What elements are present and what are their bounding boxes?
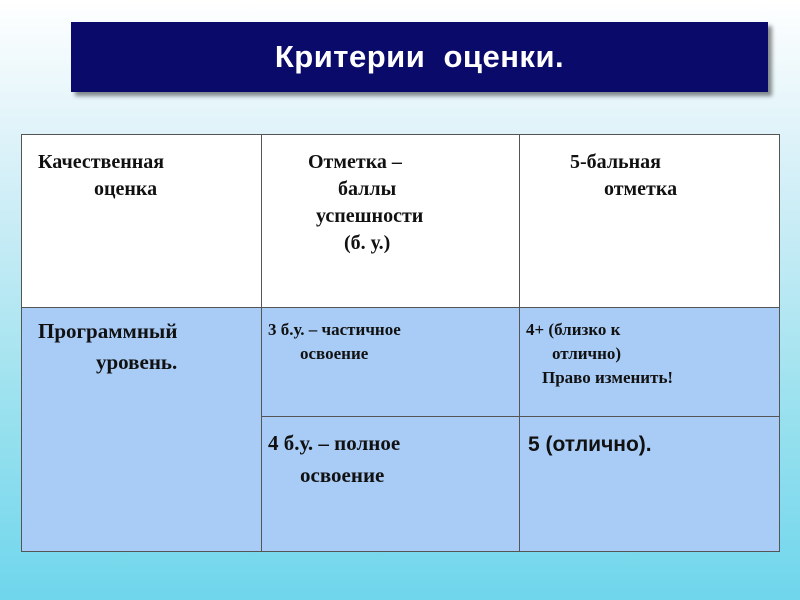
table-header-row: [22, 135, 780, 308]
header-text: (б. у.): [344, 232, 391, 254]
points-cell: [262, 417, 520, 552]
title-banner: [71, 22, 768, 92]
header-text: Отметка –: [308, 151, 402, 173]
quality-cell: [22, 308, 262, 552]
header-text: отметка: [604, 178, 678, 200]
cell-text: Программный: [38, 319, 178, 343]
header-text: 5-бальная: [570, 151, 661, 173]
criteria-table: [21, 134, 780, 552]
cell-text: уровень.: [96, 350, 178, 374]
header-cell-grade: [520, 135, 780, 308]
header-text: успешности: [316, 205, 424, 227]
slide-title: Критерии оценки.: [274, 39, 565, 74]
table-row: [22, 308, 780, 417]
header-text: Качественная: [38, 151, 165, 173]
cell-text: Право изменить!: [542, 368, 674, 387]
grade-cell: [520, 308, 780, 417]
cell-text: 3 б.у. – частичное: [268, 320, 401, 339]
cell-text: 4 б.у. – полное: [268, 431, 401, 455]
header-text: баллы: [338, 178, 397, 200]
header-cell-quality: [22, 135, 262, 308]
cell-text: освоение: [300, 344, 369, 363]
header-text: оценка: [94, 178, 158, 200]
cell-text: 4+ (близко к: [526, 320, 621, 339]
header-cell-points: [262, 135, 520, 308]
cell-text: 5 (отлично).: [528, 433, 652, 456]
points-cell: [262, 308, 520, 417]
grade-cell: [520, 417, 780, 552]
cell-text: отлично): [552, 344, 622, 363]
cell-text: освоение: [300, 463, 385, 487]
